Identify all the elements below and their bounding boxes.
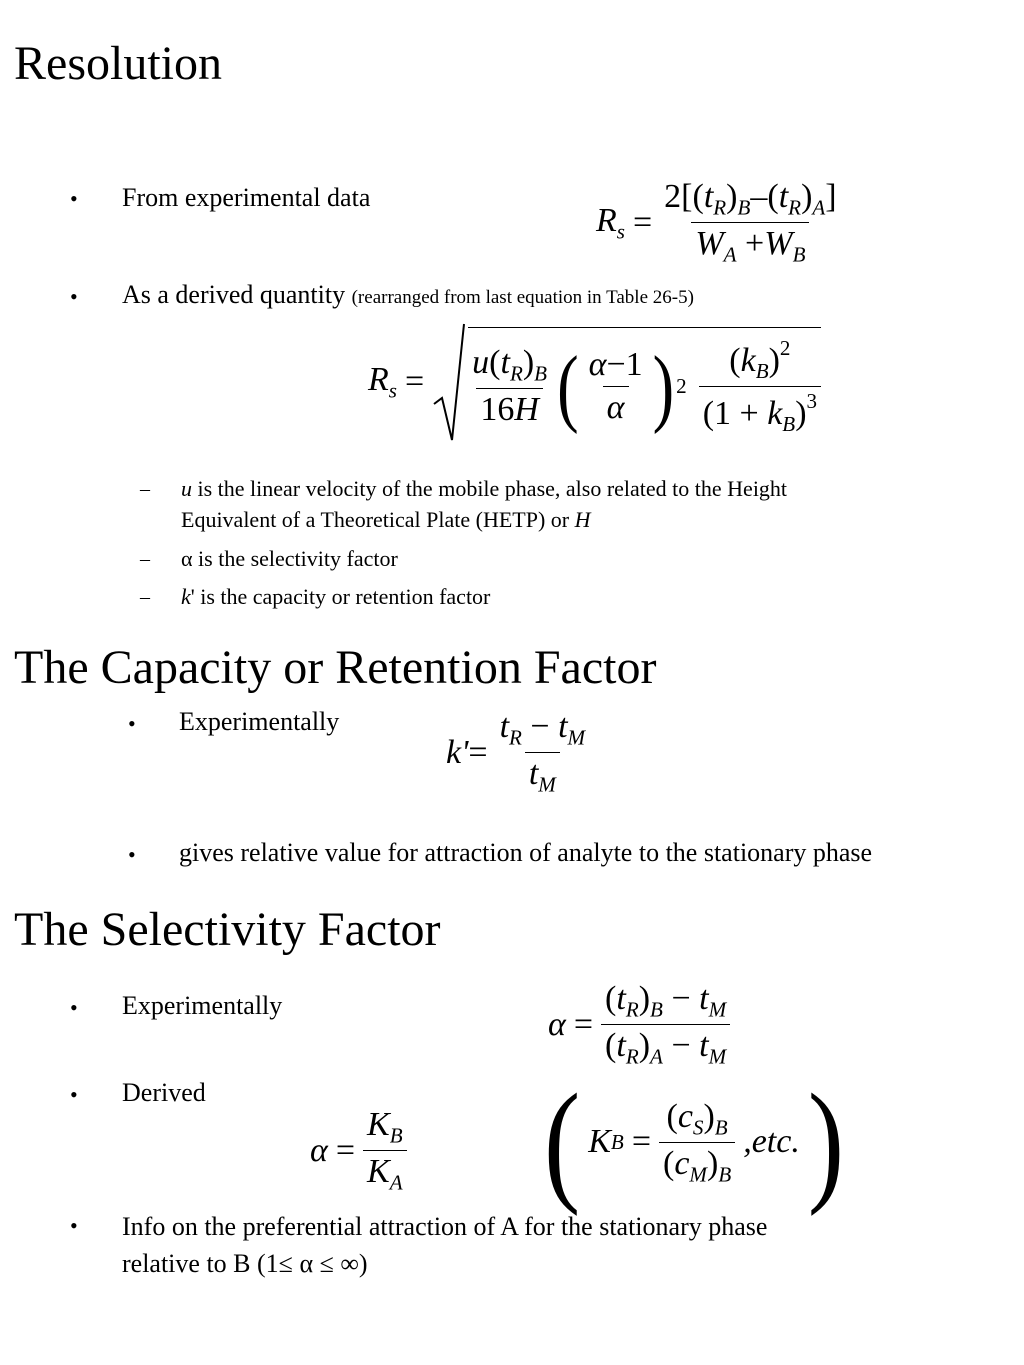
bullet-glyph: •: [128, 842, 136, 867]
equation-partition-coefficient: ( K B = $\frac{(c_S)_B}{(c_M)_B}$ ,etc. ): [544, 1065, 845, 1217]
bullet-glyph: •: [70, 186, 78, 211]
section-title-resolution: Resolution: [14, 37, 223, 90]
dash-glyph: –: [140, 586, 150, 608]
bullet-preferential-attraction: Info on the preferential attraction of A for the stationary phase relative to B (1≤ α ≤ ∞): [122, 1212, 768, 1278]
bullet-glyph: •: [70, 1213, 78, 1238]
section-title-capacity: The Capacity or Retention Factor: [14, 641, 657, 694]
note-selectivity: α is the selectivity factor: [181, 546, 398, 571]
derived-quantity-note: (rearranged from last equation in Table 26-5): [351, 287, 694, 308]
bullet-glyph: •: [70, 284, 78, 309]
bullet-experimentally: Experimentally: [179, 707, 340, 736]
note-capacity: k' is the capacity or retention factor: [181, 584, 491, 609]
dash-glyph: –: [140, 478, 150, 500]
bullet-derived: Derived: [122, 1078, 206, 1107]
bullet-experimental-data: From experimental data: [122, 183, 371, 212]
section-title-selectivity: The Selectivity Factor: [14, 903, 441, 956]
equation-capacity-factor: k' = $\frac{t_R - t_M}{t_M}$: [446, 708, 586, 797]
sqrt-sign-icon: [432, 320, 466, 444]
bullet-experimentally-selectivity: Experimentally: [122, 991, 283, 1020]
equation-resolution-experimental: $R_s$ = $\frac{2[(t_R)_B-(t_R)_A]}{W_A +W_B}$: [596, 178, 837, 267]
equation-selectivity-derived: α = $\frac{K_B}{K_A}$: [310, 1106, 407, 1196]
bullet-glyph: •: [128, 711, 136, 736]
bullet-derived-quantity: [122, 279, 694, 310]
equation-selectivity-experimental: α = $\frac{(t_R)_B - t_M}{(t_R)_A - t_M}$: [548, 980, 730, 1070]
bullet-glyph: •: [70, 1082, 78, 1107]
equation-resolution-derived: $R_s$ = $\frac{u(t_R)_B}{16H}$ ( $\frac{\alpha-1}{\alpha}$ ) 2 $\frac{(k_B)^2}{(1 + k_B)^3}$: [368, 320, 821, 444]
derived-quantity-label: As a derived quantity: [122, 280, 346, 309]
dash-glyph: –: [140, 548, 150, 570]
note-velocity: u is the linear velocity of the mobile phase, also related to the Height Equivalent of a Theoretical Plate (HETP) or H: [181, 476, 788, 532]
bullet-relative-value: gives relative value for attraction of analyte to the stationary phase: [179, 838, 873, 867]
bullet-glyph: •: [70, 995, 78, 1020]
